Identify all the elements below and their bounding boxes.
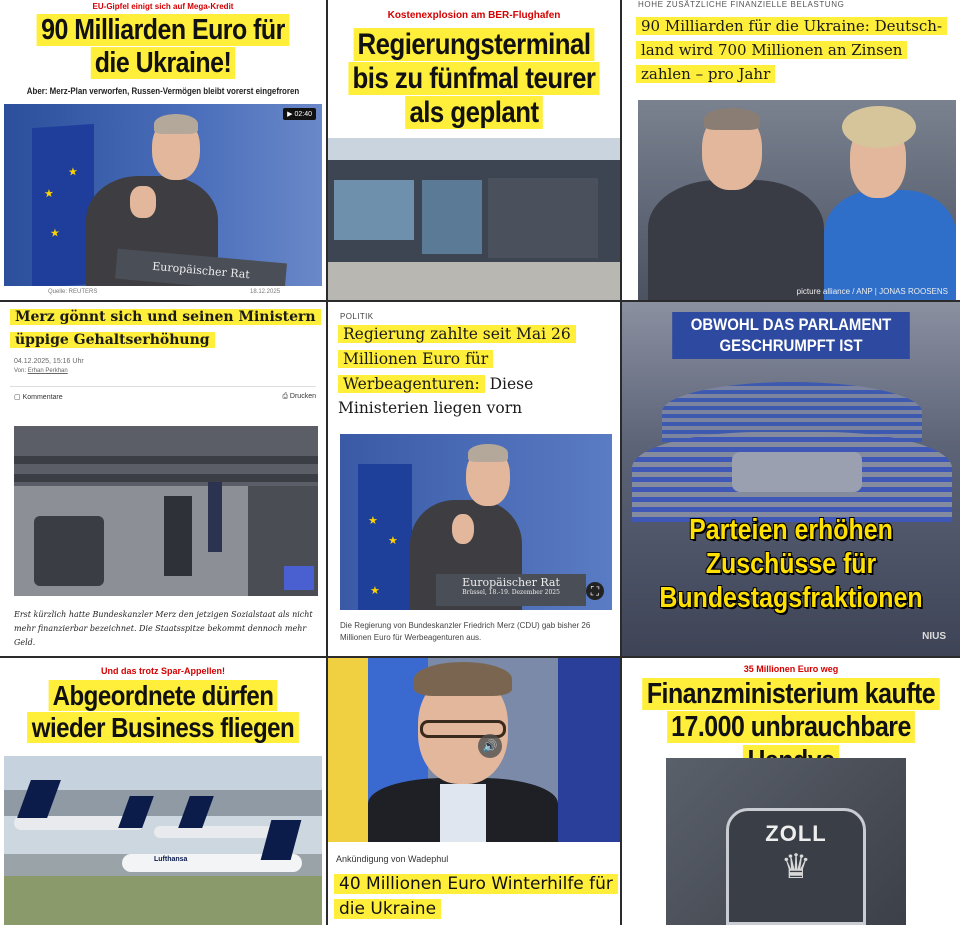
top-banner: OBWOHL DAS PARLAMENT GESCHRUMPFT IST	[622, 312, 960, 359]
headline[interactable]: Finanzministerium kaufte 17.000 unbrauchbare	[641, 678, 942, 778]
tile-business-flights[interactable]	[0, 658, 326, 925]
headline[interactable]: Regierung zahlte seit Mai 26 Millionen Euro für Werbeagenturen: Diese Ministerien liegen vorn	[338, 322, 614, 421]
teaser-text: Erst kürzlich hatte Bundeskanzler Merz den jetzigen Sozialstaat als nicht mehr finanzierbar bezeichnet. Die Staatsspitze bekommt dennoch mehr Geld.	[14, 610, 313, 647]
podium: Europäischer Rat Brüssel, 18.-19. Dezember 2025	[436, 574, 586, 606]
tile-phones[interactable]	[622, 658, 960, 925]
tile-ad-agencies[interactable]	[328, 302, 620, 656]
photo-credit: picture alliance / ANP | JONAS ROOSENS	[796, 287, 948, 296]
photo-merz-vonderleyen[interactable]	[638, 100, 956, 300]
headline[interactable]: 90 Milliarden für die Ukraine: Deutschland wird 700 Millionen an Zinsen zahlen – pro Jahr	[636, 14, 954, 86]
kicker: HOHE ZUSÄTZLICHE FINANZIELLE BELASTUNG	[638, 0, 845, 9]
kicker: Und das trotz Spar-Appellen!	[100, 666, 225, 676]
eagle-icon: ♛	[780, 848, 812, 886]
nius-logo: NIUS	[922, 631, 946, 642]
fullscreen-icon[interactable]: ⛶	[586, 582, 604, 600]
tile-parliament-grants[interactable]	[622, 302, 960, 656]
video-badge[interactable]: ▶ 02:40	[283, 108, 316, 120]
date: 18.12.2025	[250, 289, 281, 295]
photo-bundestag-speaker[interactable]	[14, 426, 318, 596]
print-button[interactable]: ⎙ Drucken	[282, 393, 316, 400]
tile-winter-aid[interactable]	[328, 658, 620, 925]
caption: Die Regierung von Bundeskanzler Friedrich Merz (CDU) gab bisher 26 Millionen Euro für Werbeagenturen aus.	[340, 621, 591, 642]
comment-icon: ▢	[14, 394, 21, 401]
airline-name: Lufthansa	[154, 856, 188, 863]
kicker: POLITIK	[340, 312, 374, 321]
kicker: EU-Gipfel einigt sich auf Mega-Kredit	[92, 2, 234, 11]
photo-customs-patch[interactable]	[666, 758, 906, 925]
author-line: Von: Erhan Perkhan	[14, 368, 68, 374]
audio-icon[interactable]: 🔊	[478, 734, 502, 758]
headline[interactable]: Regierungsterminal bis zu fünfmal teurer als geplant	[343, 28, 604, 130]
zoll-patch: ZOLL ♛	[726, 808, 866, 925]
photo-terminal-building[interactable]	[328, 138, 620, 300]
article-date: 04.12.2025, 15:16 Uhr	[14, 358, 84, 365]
headline[interactable]: Abgeordnete dürfen wieder Business fliegen	[18, 680, 309, 745]
kicker: Ankündigung von Wadephul	[336, 854, 449, 864]
source: Quelle: REUTERS	[48, 289, 98, 295]
author-link[interactable]: Erhan Perkhan	[27, 368, 68, 374]
headline[interactable]: Parteien erhöhen Zuschüsse für Bundestagsfraktionen	[659, 514, 923, 614]
eu-flag: ★ ★ ★	[32, 124, 94, 286]
headline[interactable]: Merz gönnt sich und seinen Ministern üppige Gehaltserhöhung	[10, 306, 322, 352]
photo-wadephul[interactable]	[328, 658, 620, 842]
printer-icon: ⎙	[282, 393, 288, 400]
tile-ber-terminal[interactable]	[328, 0, 620, 300]
play-icon: ▶	[287, 111, 295, 118]
headline[interactable]: 40 Millionen Euro Winterhilfe für die Ukraine	[334, 872, 618, 921]
eu-flag: ★ ★ ★	[358, 464, 412, 610]
tile-ukraine-interest[interactable]	[622, 0, 960, 300]
tile-eu-summit[interactable]	[0, 0, 326, 300]
comments-button[interactable]: ▢ Kommentare	[14, 394, 63, 401]
photo-merz-podium[interactable]	[4, 104, 322, 286]
podium: Europäischer Rat	[115, 249, 287, 286]
photo-lufthansa-planes[interactable]	[4, 756, 322, 925]
tile-salary-raise[interactable]	[0, 302, 326, 656]
subline: Aber: Merz-Plan verworfen, Russen-Vermögen bleibt vorerst eingefroren	[26, 86, 300, 96]
kicker: 35 Millionen Euro weg	[743, 664, 839, 674]
headline[interactable]: 90 Milliarden Euro für die Ukraine!	[23, 14, 303, 81]
photo-merz-podium[interactable]	[340, 434, 612, 610]
kicker: Kostenexplosion am BER-Flughafen	[387, 10, 561, 21]
